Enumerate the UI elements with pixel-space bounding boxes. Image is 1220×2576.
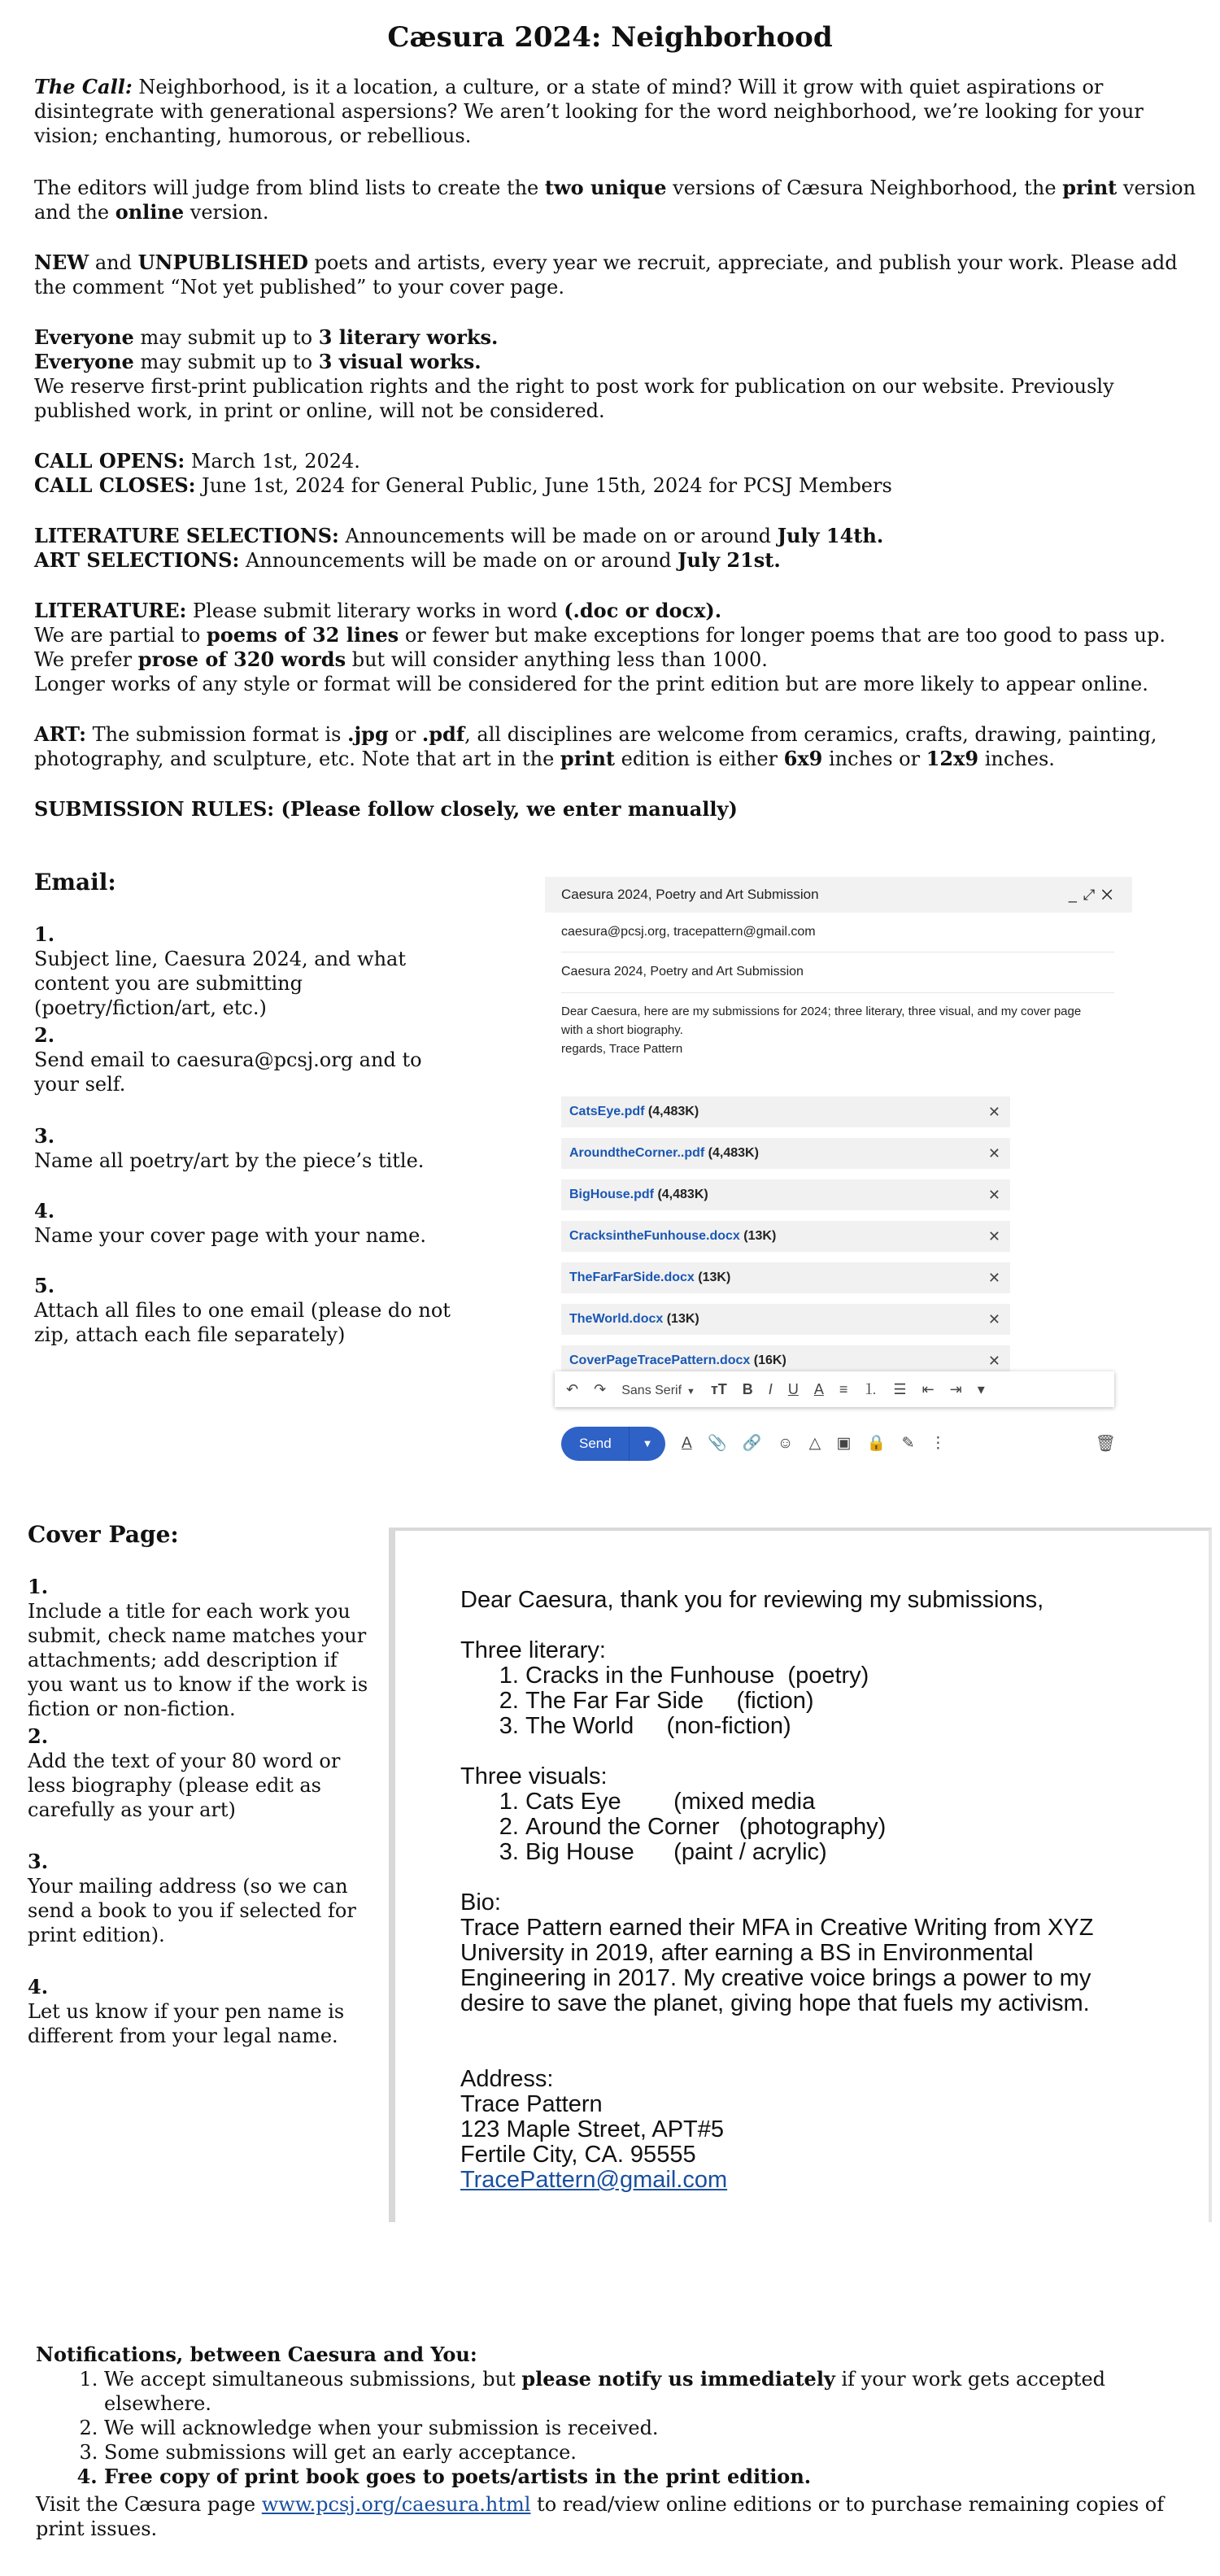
poem-length: poems of 32 lines <box>206 623 399 647</box>
notifications-section <box>36 2343 1191 2489</box>
more-options-icon[interactable]: ⋮ <box>930 1435 946 1452</box>
compose-header <box>545 877 1132 913</box>
email-compose-window <box>545 877 1132 1477</box>
editors-text: version and the <box>34 177 1196 224</box>
step-number: 2. <box>28 1724 49 1748</box>
bio-text: Trace Pattern earned their MFA in Creative Writing from XYZ University in 2019, after earning a BS in Environmental Engineering in 2017. My creative voice brings a power to my desire to save the planet, giving hope that fuels my activism. <box>460 1915 1094 2016</box>
limits-text: may submit up to <box>133 326 319 349</box>
address-label: Address: <box>460 2066 554 2092</box>
art-text: inches or <box>822 748 926 770</box>
call-paragraph <box>34 75 1197 148</box>
step-text: Include a title for each work you submit, check name matches your attachments; add description if you want us to know if the work is fiction or non-fiction. <box>28 1600 368 1720</box>
lit-selections-label: LITERATURE SELECTIONS: <box>34 524 339 547</box>
size-6x9: 6x9 <box>783 747 823 770</box>
work-title: The World <box>525 1713 634 1739</box>
print-bold: print <box>1062 176 1118 199</box>
italic-icon[interactable]: I <box>768 1381 773 1397</box>
attach-file-icon[interactable]: 📎 <box>707 1435 727 1452</box>
insert-link-icon[interactable]: 🔗 <box>742 1435 762 1452</box>
subject-field[interactable]: Caesura 2024, Poetry and Art Submission <box>561 952 1114 993</box>
undo-icon[interactable]: ↶ <box>566 1381 579 1397</box>
literary-list <box>460 1663 1160 1739</box>
step-text: Let us know if your pen name is different from your legal name. <box>28 2000 345 2047</box>
dates-paragraph <box>34 449 1197 498</box>
doc-format: (.doc or docx). <box>564 599 722 622</box>
selections-paragraph <box>34 524 1197 573</box>
step-text: Subject line, Caesura 2024, and what content you are submitting (poetry/fiction/art, etc.) <box>34 948 406 1019</box>
art-selections-text: Announcements will be made on or around <box>239 549 678 572</box>
literature-text: Please submit literary works in word <box>186 599 564 622</box>
visit-text: to read/view online editions or to purchase remaining copies of print issues. <box>36 2493 1165 2540</box>
attachment-name[interactable]: TheWorld.docx <box>569 1312 664 1326</box>
attachment-size: (13K) <box>666 1312 699 1326</box>
window-controls <box>1069 877 1119 913</box>
attachment-size: (13K) <box>698 1271 731 1284</box>
more-formatting-icon[interactable]: ▾ <box>977 1381 985 1397</box>
art-selections-label: ART SELECTIONS: <box>34 548 240 572</box>
remove-attachment-icon[interactable]: ✕ <box>987 1187 1000 1203</box>
art-text: , all disciplines are welcome from ceramics, crafts, drawing, painting, photography, and sculpture, etc. Note that art in the <box>34 723 1157 770</box>
prose-length: prose of 320 words <box>137 647 346 671</box>
editors-paragraph <box>34 176 1197 224</box>
work-kind: (fiction) <box>736 1688 814 1714</box>
attachment-size: (4,483K) <box>647 1105 699 1118</box>
attachment-name[interactable]: CracksintheFunhouse.docx <box>569 1229 740 1243</box>
attachment-chip[interactable] <box>561 1221 1010 1252</box>
list-item <box>525 1840 1160 1865</box>
cover-page-document <box>389 1528 1212 2222</box>
literature-label: LITERATURE: <box>34 599 187 622</box>
attachment-chip[interactable] <box>561 1138 1010 1169</box>
address-street: 123 Maple Street, APT#5 <box>460 2116 725 2142</box>
step-text: Add the text of your 80 word or less biography (please edit as carefully as your art) <box>28 1750 341 1821</box>
art-paragraph <box>34 722 1197 771</box>
remove-attachment-icon[interactable]: ✕ <box>987 1270 1000 1286</box>
attachment-chip[interactable] <box>561 1304 1010 1335</box>
lit-selections-date: July 14th. <box>777 524 884 547</box>
bulleted-list-icon[interactable]: ☰ <box>893 1381 907 1397</box>
cover-page-heading: Cover Page: <box>28 1521 179 1548</box>
work-title: Cracks in the Funhouse <box>525 1663 775 1689</box>
list-item <box>525 1789 1160 1815</box>
email-step <box>34 1124 457 1173</box>
step-text: Your mailing address (so we can send a book to you if selected for print edition). <box>28 1875 356 1946</box>
literature-text: Longer works of any style or format will be considered for the print edition but are more likely to appear online. <box>34 673 1148 695</box>
visit-text: Visit the Cæsura page <box>36 2493 262 2516</box>
expand-icon[interactable]: ⤢ <box>1083 887 1102 903</box>
work-kind: (paint / acrylic) <box>673 1839 827 1865</box>
art-text: inches. <box>978 748 1055 770</box>
cover-step <box>28 1724 377 1822</box>
literary-label: Three literary: <box>460 1637 606 1663</box>
send-label: Send <box>579 1436 612 1451</box>
formatting-options-icon[interactable]: A <box>682 1435 692 1452</box>
close-icon[interactable]: ✕ <box>1101 887 1119 903</box>
attachment-size: (4,483K) <box>657 1188 708 1201</box>
notification-text: if your work gets accepted elsewhere. <box>104 2368 1106 2415</box>
visual-limit: 3 visual works. <box>318 350 481 373</box>
visual-list <box>460 1789 1160 1865</box>
redo-icon[interactable]: ↷ <box>594 1381 607 1397</box>
attachment-chip[interactable] <box>561 1179 1010 1210</box>
print-bold: print <box>560 747 615 770</box>
attachment-name[interactable]: BigHouse.pdf <box>569 1188 654 1201</box>
body-line: with a short biography. <box>561 1023 683 1037</box>
send-button[interactable] <box>561 1427 665 1461</box>
attachment-size: (4,483K) <box>708 1146 759 1160</box>
editors-text: version. <box>184 201 269 224</box>
notifications-heading: Notifications, between Caesura and You: <box>36 2343 477 2366</box>
attachment-name[interactable]: TheFarFarSide.docx <box>569 1271 695 1284</box>
work-kind: (photography) <box>739 1814 887 1840</box>
literature-paragraph <box>34 599 1197 696</box>
list-item: 2. We will acknowledge when your submission is received. <box>104 2416 1191 2440</box>
new-text: and <box>89 251 138 274</box>
minimize-icon[interactable]: _ <box>1068 887 1083 903</box>
limits-paragraph <box>34 325 1197 423</box>
online-bold: online <box>115 200 185 224</box>
address-city: Fertile City, CA. 95555 <box>460 2142 696 2168</box>
new-text: poets and artists, every year we recruit, appreciate, and publish your work. Please add the comment “Not yet published” to your cover page. <box>34 251 1178 299</box>
caesura-page-link[interactable]: www.pcsj.org/caesura.html <box>261 2493 531 2516</box>
literature-text: We prefer <box>34 648 138 671</box>
compose-title: Caesura 2024, Poetry and Art Submission <box>561 887 819 902</box>
indent-more-icon[interactable]: ⇥ <box>949 1381 962 1397</box>
art-text: or <box>388 723 422 746</box>
art-label: ART: <box>34 722 87 746</box>
submission-rules-heading <box>34 797 1197 822</box>
work-title: The Far Far Side <box>525 1688 704 1714</box>
email-step <box>34 1023 457 1096</box>
underline-icon[interactable]: U <box>787 1381 799 1397</box>
email-step <box>34 922 457 1020</box>
work-kind: (poetry) <box>787 1663 869 1689</box>
literature-text: or fewer but make exceptions for longer poems that are too good to pass up. <box>399 624 1166 647</box>
literary-limit: 3 literary works. <box>318 325 499 349</box>
send-options-icon[interactable]: ▼ <box>629 1427 665 1461</box>
notification-text: We accept simultaneous submissions, but <box>104 2368 522 2391</box>
pdf-format: .pdf <box>421 722 465 746</box>
step-text: Send email to caesura@pcsj.org and to your self. <box>34 1048 422 1096</box>
list-item <box>525 1663 1160 1689</box>
new-paragraph <box>34 251 1197 299</box>
two-unique-bold: two unique <box>544 176 667 199</box>
insert-photo-icon[interactable]: ▣ <box>836 1435 852 1452</box>
indent-less-icon[interactable]: ⇤ <box>922 1381 935 1397</box>
body-line: Dear Caesura, here are my submissions for 2024; three literary, three visual, and my cover page <box>561 1005 1082 1018</box>
attachment-size: (13K) <box>743 1229 777 1243</box>
attachment-name[interactable]: AroundtheCorner..pdf <box>569 1146 705 1160</box>
email-step <box>34 1199 457 1248</box>
list-item: 3. Some submissions will get an early acceptance. <box>104 2440 1191 2465</box>
cover-step <box>28 1850 377 1947</box>
notify-immediately-bold: please notify us immediately <box>521 2367 835 2391</box>
bio-label: Bio: <box>460 1890 501 1916</box>
step-number: 4. <box>34 1199 55 1223</box>
everyone-bold: Everyone <box>34 350 134 373</box>
attachment-chip[interactable] <box>561 1096 1010 1127</box>
call-closes-value: June 1st, 2024 for General Public, June 15th, 2024 for PCSJ Members <box>195 474 892 497</box>
cover-step <box>28 1975 377 2048</box>
notifications-list <box>36 2367 1191 2489</box>
list-item <box>525 1714 1160 1739</box>
call-text: Neighborhood, is it a location, a culture, or a state of mind? Will it grow with quiet aspirations or disintegrate with generational aspersions? We aren’t looking for the word neighborhood, we’re looking for your vision; enchanting, humorous, or rebellious. <box>34 76 1144 147</box>
literature-text: but will consider anything less than 1000. <box>346 648 768 671</box>
visual-label: Three visuals: <box>460 1763 608 1789</box>
everyone-bold: Everyone <box>34 325 134 349</box>
step-number: 4. <box>28 1975 49 1998</box>
remove-attachment-icon[interactable]: ✕ <box>987 1228 1000 1244</box>
step-number: 2. <box>34 1023 55 1047</box>
size-12x9: 12x9 <box>926 747 979 770</box>
art-selections-date: July 21st. <box>678 548 781 572</box>
remove-attachment-icon[interactable]: ✕ <box>987 1145 1000 1162</box>
art-text: edition is either <box>615 748 784 770</box>
editors-text: versions of Cæsura Neighborhood, the <box>666 177 1063 199</box>
lit-selections-text: Announcements will be made on or around <box>338 525 778 547</box>
call-closes-label: CALL CLOSES: <box>34 473 196 497</box>
cover-step <box>28 1575 377 1721</box>
attachment-chip[interactable] <box>561 1262 1010 1293</box>
attachment-size: (16K) <box>753 1353 786 1367</box>
editors-text: The editors will judge from blind lists to create the <box>34 177 545 199</box>
remove-attachment-icon[interactable]: ✕ <box>987 1353 1000 1369</box>
work-kind: (non-fiction) <box>666 1713 791 1739</box>
jpg-format: .jpg <box>347 722 389 746</box>
step-number: 1. <box>28 1575 49 1598</box>
to-field[interactable]: caesura@pcsj.org, tracepattern@gmail.com <box>561 913 1114 952</box>
step-number: 5. <box>34 1274 55 1297</box>
list-item <box>525 1689 1160 1714</box>
step-number: 3. <box>34 1124 55 1148</box>
unpublished-bold: UNPUBLISHED <box>137 251 308 274</box>
discard-draft-icon[interactable]: 🗑 <box>1095 1435 1116 1453</box>
email-step <box>34 1274 457 1347</box>
remove-attachment-icon[interactable]: ✕ <box>987 1311 1000 1327</box>
new-bold: NEW <box>34 251 89 274</box>
art-text: The submission format is <box>86 723 348 746</box>
chevron-down-icon[interactable]: ▼ <box>686 1387 695 1397</box>
rules-heading-text: SUBMISSION RULES: (Please follow closely, we enter manually) <box>34 797 738 821</box>
address-name: Trace Pattern <box>460 2091 603 2117</box>
call-opens-label: CALL OPENS: <box>34 449 185 473</box>
list-item <box>104 2367 1191 2416</box>
step-number: 1. <box>34 922 55 946</box>
page-title: Cæsura 2024: Neighborhood <box>387 21 833 54</box>
rights-text: We reserve first-print publication rights and the right to post work for publication on our website. Previously published work, in print or online, will not be considered. <box>34 375 1114 422</box>
text-size-icon[interactable]: тT <box>710 1381 727 1397</box>
compose-actions <box>682 1427 957 1461</box>
numbered-list-icon[interactable]: ⒈ <box>863 1381 878 1397</box>
work-kind: (mixed media <box>673 1789 816 1815</box>
drive-icon[interactable]: △ <box>808 1435 821 1452</box>
font-select[interactable]: Sans Serif <box>621 1384 682 1397</box>
confidential-mode-icon[interactable]: 🔒 <box>866 1435 887 1452</box>
list-item: 4. Free copy of print book goes to poets/artists in the print edition. <box>104 2465 1191 2489</box>
attachment-name[interactable]: CatsEye.pdf <box>569 1105 645 1118</box>
work-title: Around the Corner <box>525 1814 720 1840</box>
call-label: The Call: <box>34 75 133 98</box>
emoji-icon[interactable]: ☺ <box>777 1435 794 1452</box>
literature-text: We are partial to <box>34 624 207 647</box>
signature-icon[interactable]: ✎ <box>901 1435 915 1452</box>
step-text: Name your cover page with your name. <box>34 1224 426 1247</box>
address-email-link[interactable]: TracePattern@gmail.com <box>460 2167 728 2193</box>
message-body[interactable] <box>561 1002 1114 1058</box>
body-line: regards, Trace Pattern <box>561 1042 683 1056</box>
align-icon[interactable]: ≡ <box>839 1381 848 1397</box>
step-number: 3. <box>28 1850 49 1873</box>
email-heading: Email: <box>34 869 116 896</box>
remove-attachment-icon[interactable]: ✕ <box>987 1104 1000 1120</box>
visit-paragraph <box>36 2492 1191 2541</box>
work-title: Cats Eye <box>525 1789 621 1815</box>
cover-greeting: Dear Caesura, thank you for reviewing my submissions, <box>460 1587 1044 1613</box>
list-item <box>525 1815 1160 1840</box>
call-opens-value: March 1st, 2024. <box>185 450 360 473</box>
step-text: Attach all files to one email (please do not zip, attach each file separately) <box>34 1299 451 1346</box>
limits-text: may submit up to <box>133 351 319 373</box>
text-color-icon[interactable]: A <box>813 1381 824 1397</box>
work-title: Big House <box>525 1839 634 1865</box>
step-text: Name all poetry/art by the piece’s title. <box>34 1149 425 1172</box>
attachment-name[interactable]: CoverPageTracePattern.docx <box>569 1353 751 1367</box>
bold-icon[interactable]: B <box>742 1381 753 1397</box>
formatting-toolbar <box>555 1371 1114 1407</box>
